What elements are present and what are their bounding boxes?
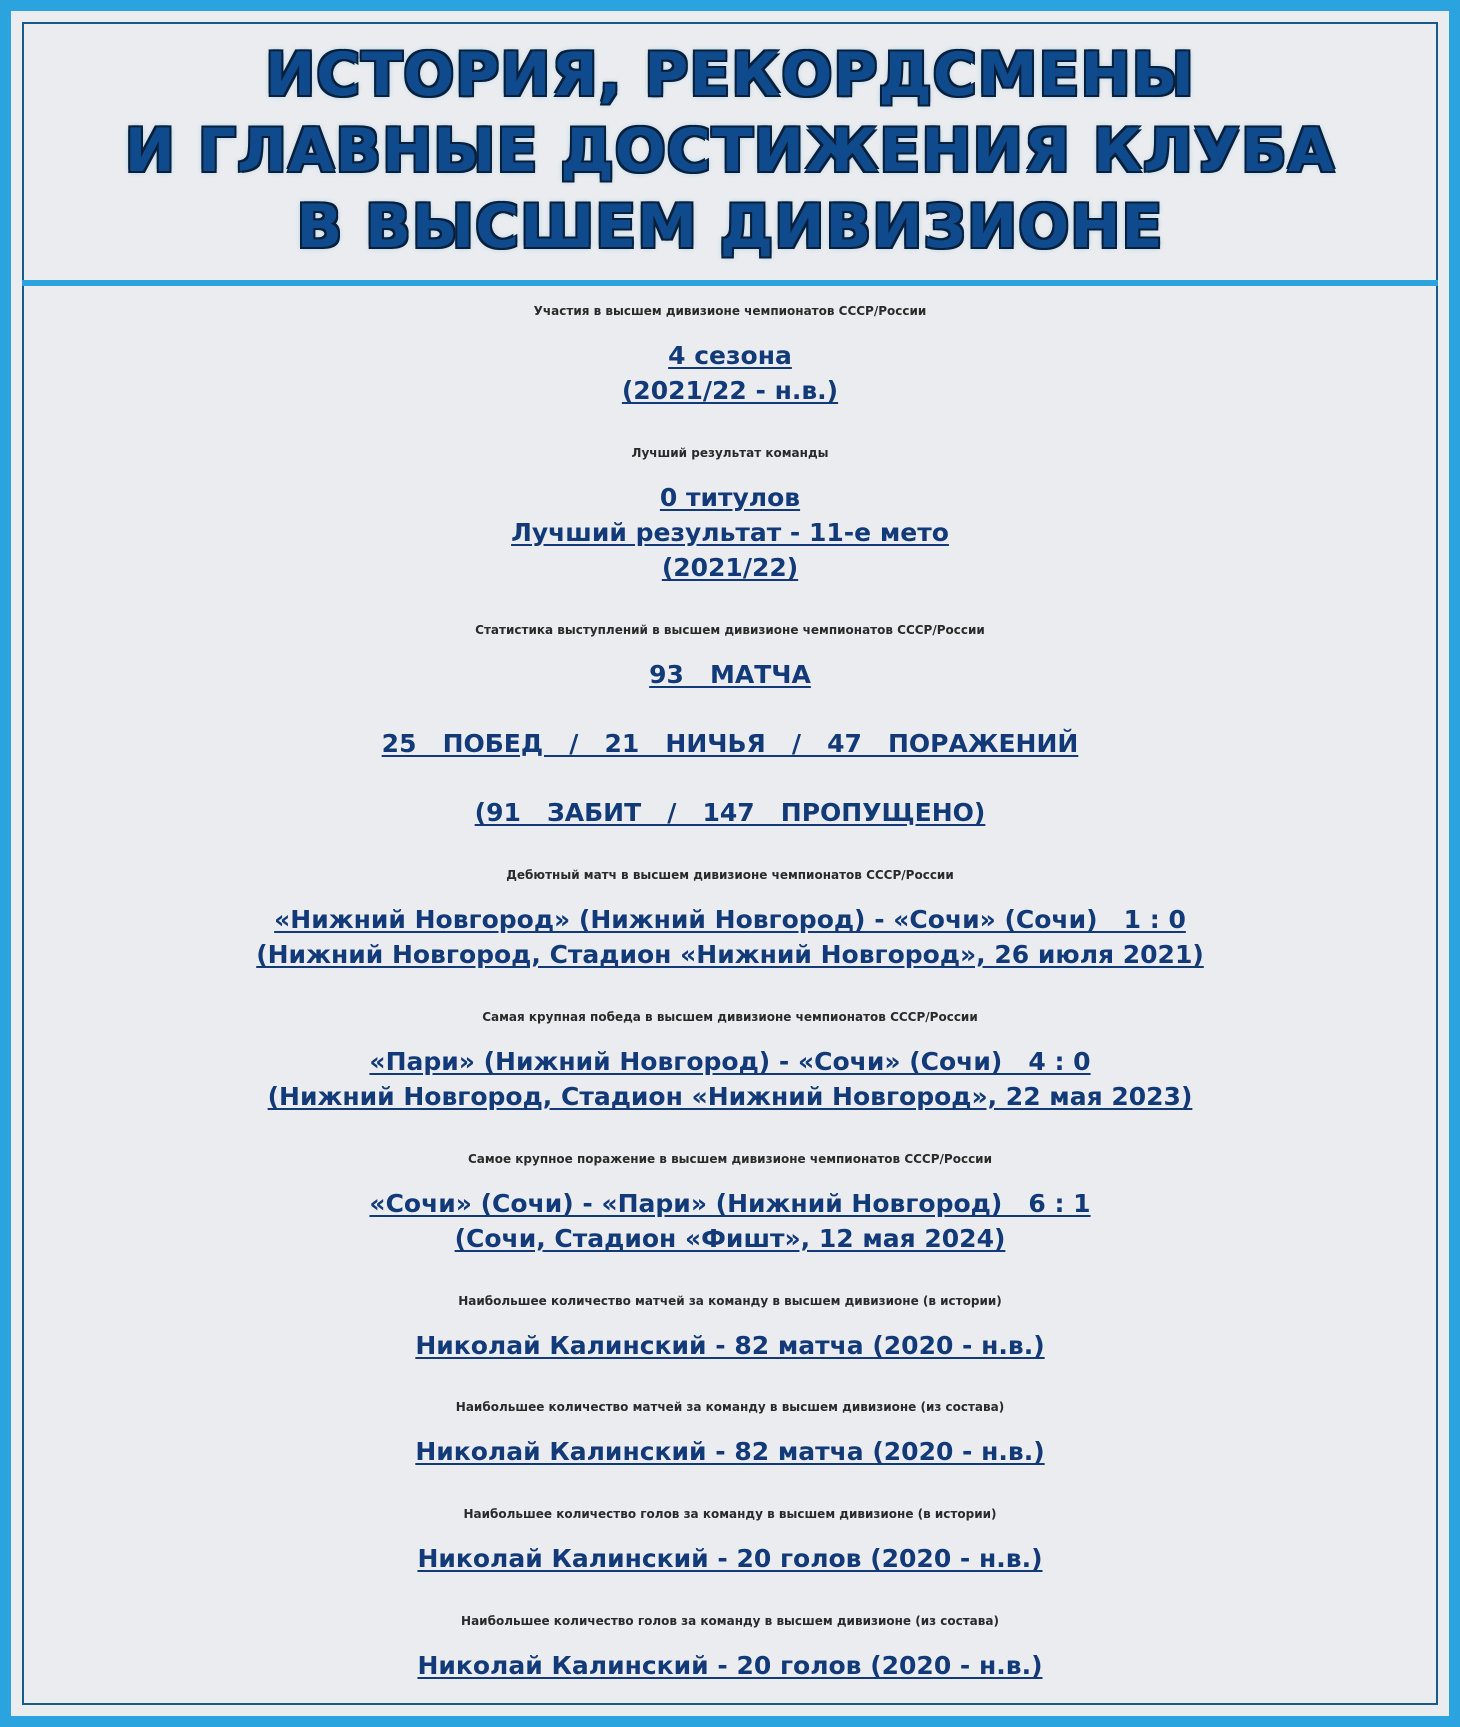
statistics-matches-link[interactable]: 93 МАТЧА	[649, 660, 811, 689]
biggest-loss-match-link[interactable]: «Сочи» (Сочи) - «Пари» (Нижний Новгород) 6 : 1	[369, 1189, 1091, 1218]
debut-label: Дебютный матч в высшем дивизионе чемпионатов СССР/России	[506, 868, 954, 882]
biggest-win-label: Самая крупная победа в высшем дивизионе чемпионатов СССР/России	[482, 1010, 978, 1024]
most-goals-squad-link[interactable]: Николай Калинский - 20 голов (2020 - н.в.)	[417, 1651, 1043, 1680]
participation-seasons-link[interactable]: 4 сезона	[668, 341, 792, 370]
biggest-loss-label: Самое крупное поражение в высшем дивизионе чемпионатов СССР/России	[468, 1152, 992, 1166]
statistics-goals-link[interactable]: (91 ЗАБИТ / 147 ПРОПУЩЕНО)	[474, 798, 986, 827]
most-matches-squad-label: Наибольшее количество матчей за команду в высшем дивизионе (из состава)	[455, 1400, 1005, 1414]
participation-period-link[interactable]: (2021/22 - н.в.)	[621, 376, 839, 405]
statistics-record-link[interactable]: 25 ПОБЕД / 21 НИЧЬЯ / 47 ПОРАЖЕНИЙ	[381, 729, 1079, 758]
biggest-win-match-link[interactable]: «Пари» (Нижний Новгород) - «Сочи» (Сочи) 4 : 0	[369, 1047, 1091, 1076]
best-result-place-link[interactable]: Лучший результат - 11-е мето	[511, 518, 949, 547]
title-line-2: И ГЛАВНЫЕ ДОСТИЖЕНИЯ КЛУБА	[124, 116, 1336, 186]
debut-venue-link[interactable]: (Нижний Новгород, Стадион «Нижний Новгород», 26 июля 2021)	[256, 940, 1204, 969]
header	[22, 22, 1438, 280]
content	[22, 286, 1438, 1705]
title-line-3: В ВЫСШЕМ ДИВИЗИОНЕ	[296, 192, 1164, 262]
most-goals-history-label: Наибольшее количество голов за команду в высшем дивизионе (в истории)	[463, 1507, 997, 1521]
most-matches-history-link[interactable]: Николай Калинский - 82 матча (2020 - н.в.)	[415, 1331, 1045, 1360]
most-goals-squad-label: Наибольшее количество голов за команду в высшем дивизионе (из состава)	[461, 1614, 999, 1628]
best-result-season-link[interactable]: (2021/22)	[661, 553, 799, 582]
participation-label: Участия в высшем дивизионе чемпионатов СССР/России	[533, 304, 927, 318]
best-result-titles-link[interactable]: 0 титулов	[659, 483, 801, 512]
most-matches-squad-link[interactable]: Николай Калинский - 82 матча (2020 - н.в.)	[415, 1437, 1045, 1466]
debut-match-link[interactable]: «Нижний Новгород» (Нижний Новгород) - «Сочи» (Сочи) 1 : 0	[274, 905, 1186, 934]
biggest-win-venue-link[interactable]: (Нижний Новгород, Стадион «Нижний Новгород», 22 мая 2023)	[267, 1082, 1193, 1111]
best-result-label: Лучший результат команды	[631, 446, 829, 460]
most-matches-history-label: Наибольшее количество матчей за команду в высшем дивизионе (в истории)	[458, 1294, 1002, 1308]
most-goals-history-link[interactable]: Николай Калинский - 20 голов (2020 - н.в.)	[417, 1544, 1043, 1573]
title-line-1: ИСТОРИЯ, РЕКОРДСМЕНЫ	[265, 40, 1195, 110]
statistics-label: Статистика выступлений в высшем дивизионе чемпионатов СССР/России	[475, 623, 985, 637]
biggest-loss-venue-link[interactable]: (Сочи, Стадион «Фишт», 12 мая 2024)	[454, 1224, 1006, 1253]
